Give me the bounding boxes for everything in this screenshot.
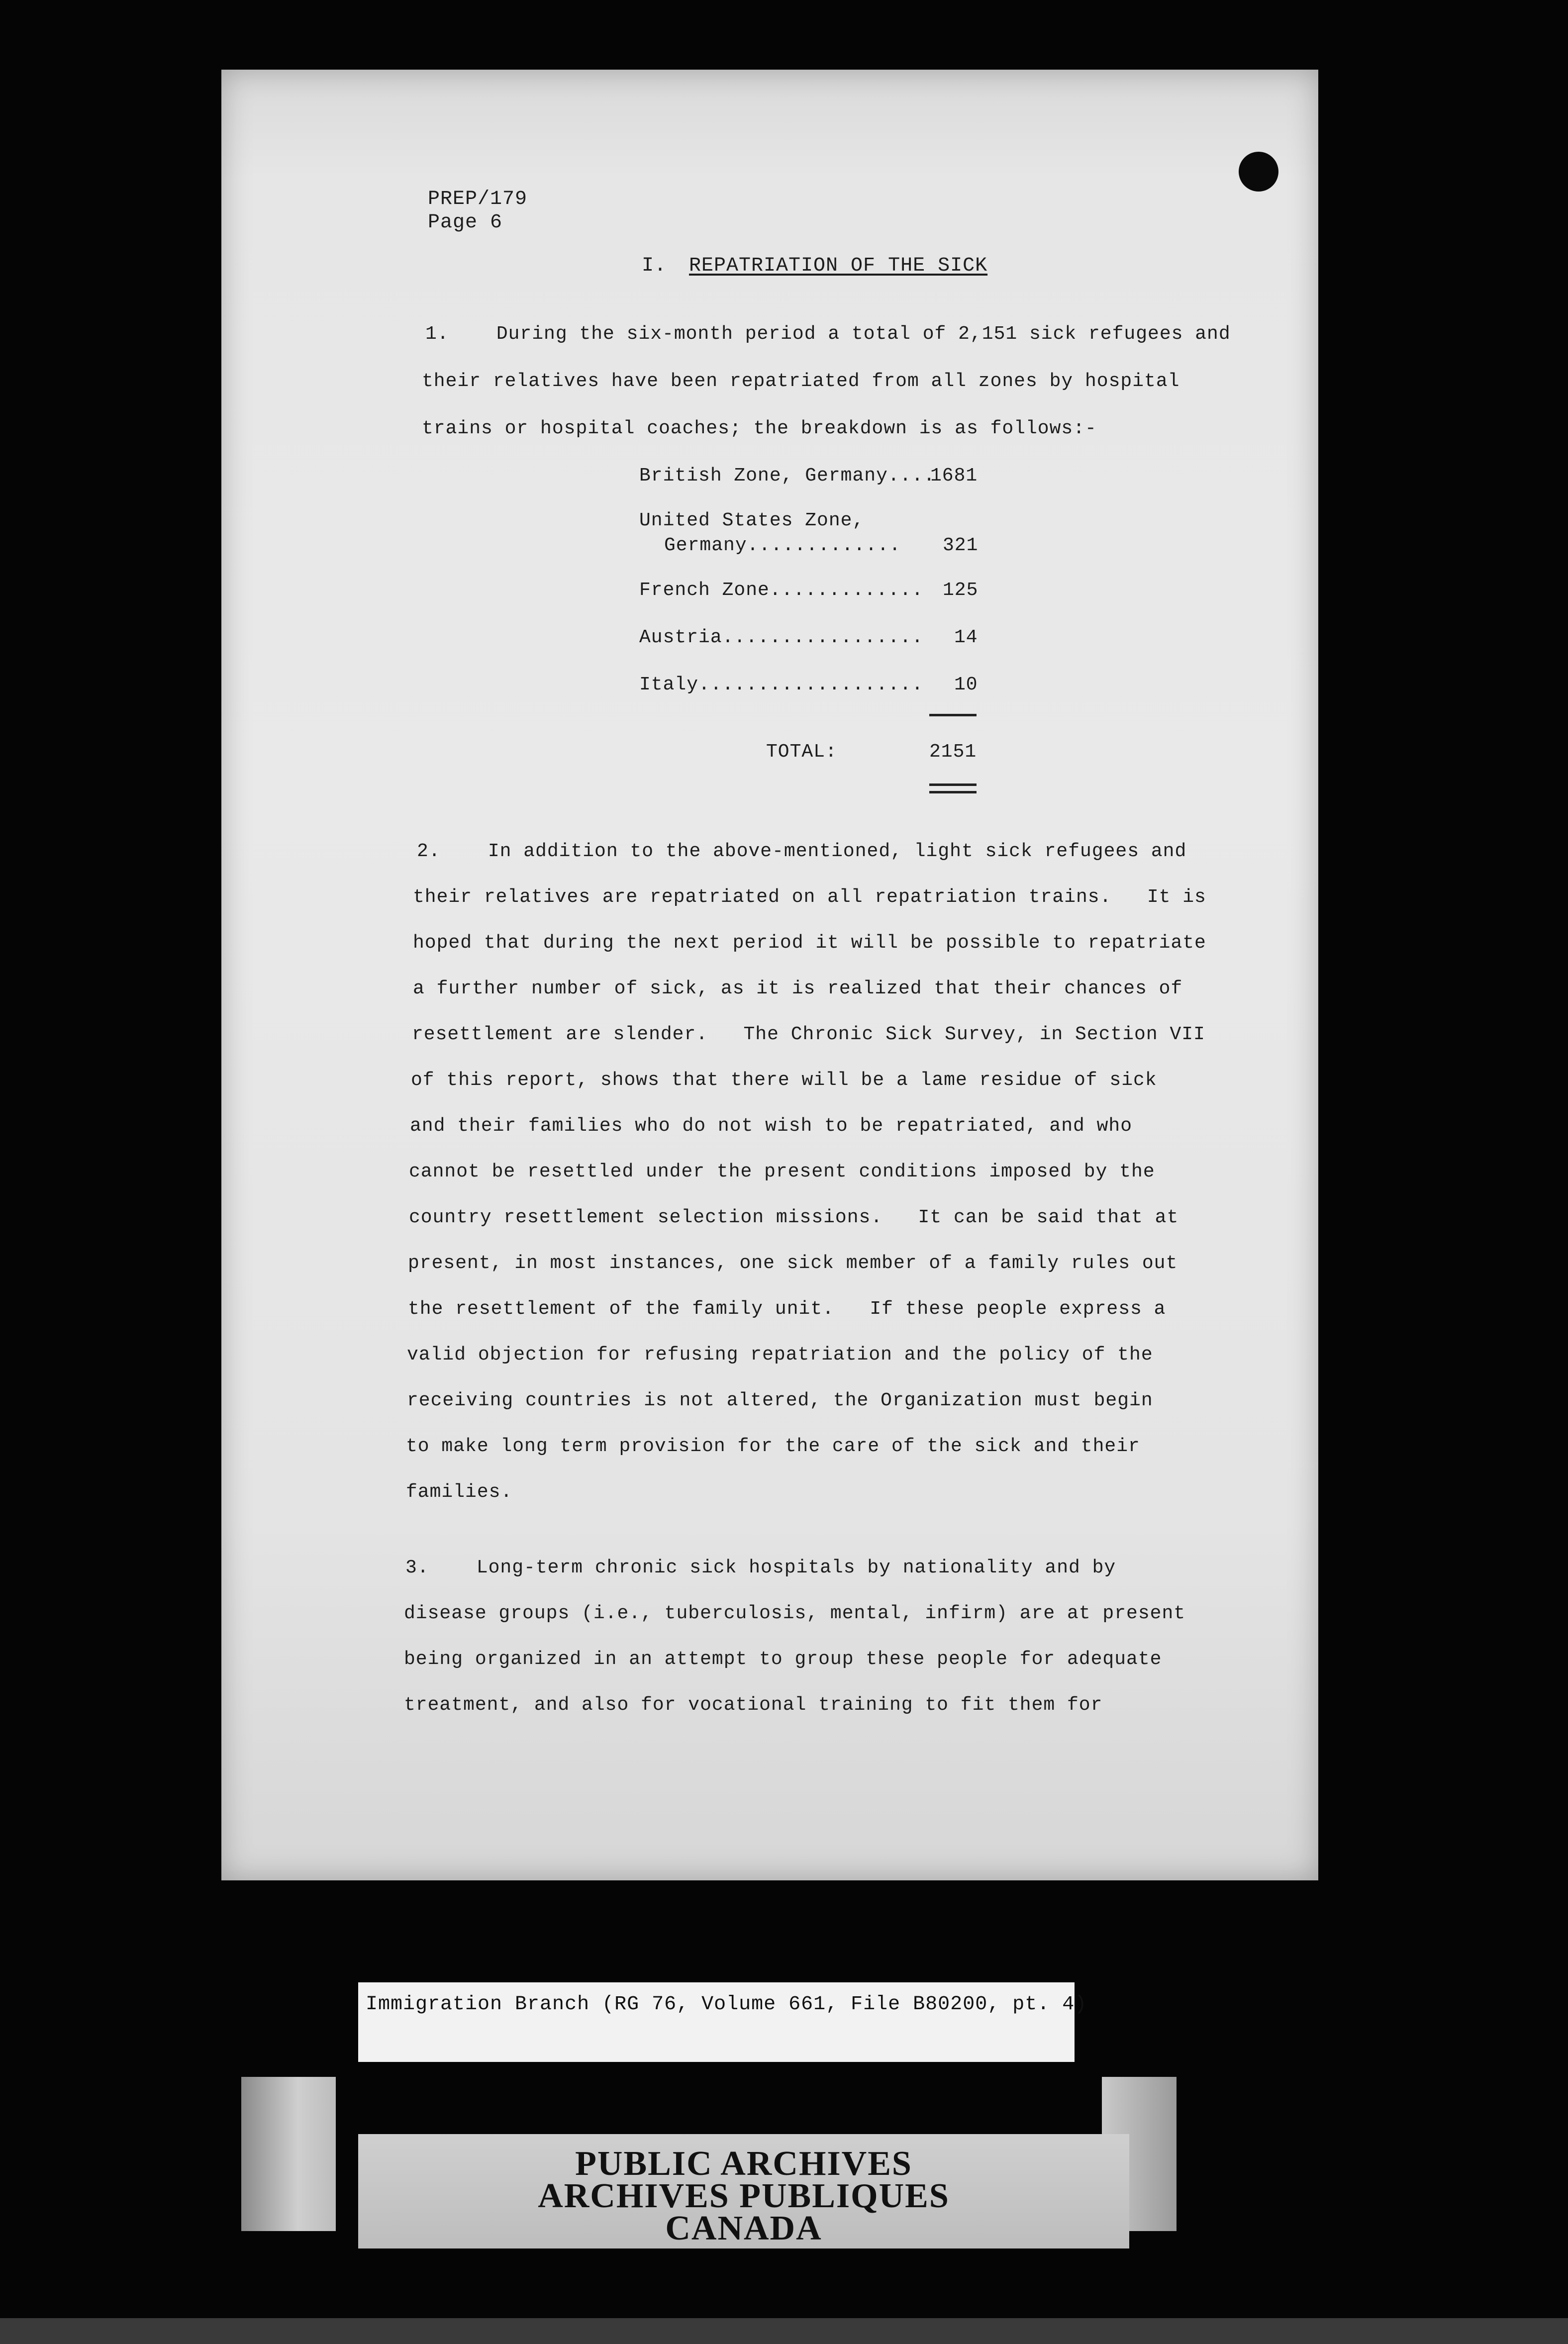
punch-hole	[1239, 152, 1278, 192]
para2-line: families.	[406, 1481, 513, 1503]
breakdown-label: French Zone.............	[639, 580, 924, 601]
breakdown-label: Austria.................	[639, 627, 924, 648]
para2-line: hoped that during the next period it will be possible to repatriate	[413, 932, 1206, 954]
para2-line: their relatives are repatriated on all repatriation trains. It is	[413, 886, 1206, 908]
total-double-rule	[929, 791, 977, 793]
film-edge	[0, 2318, 1568, 2344]
breakdown-label: Germany.............	[664, 535, 901, 556]
breakdown-label: British Zone, Germany....	[639, 465, 936, 487]
para1-line: their relatives have been repatriated from all zones by hospital	[422, 371, 1180, 392]
para2-line: country resettlement selection missions. It can be said that at	[409, 1207, 1179, 1228]
stamp-edge-left	[241, 2077, 336, 2231]
section-title: REPATRIATION OF THE SICK	[689, 255, 988, 277]
breakdown-value: 14	[954, 627, 978, 648]
para2-line: valid objection for refusing repatriation and the policy of the	[407, 1344, 1153, 1366]
para2-line: cannot be resettled under the present conditions imposed by the	[409, 1161, 1155, 1182]
stamp-line-1: PUBLIC ARCHIVES	[575, 2145, 912, 2183]
para3-line: 3. Long-term chronic sick hospitals by nationality and by	[405, 1557, 1116, 1578]
breakdown-value: 10	[954, 674, 978, 695]
sum-rule	[929, 714, 977, 716]
breakdown-label: Italy...................	[639, 674, 924, 695]
para3-line: being organized in an attempt to group these people for adequate	[404, 1649, 1162, 1670]
breakdown-value: 1681	[930, 465, 978, 487]
para2-line: present, in most instances, one sick member of a family rules out	[408, 1253, 1178, 1274]
stamp-line-3: CANADA	[665, 2209, 822, 2247]
para2-line: a further number of sick, as it is realized that their chances of	[413, 978, 1183, 999]
breakdown-value: 125	[943, 580, 979, 601]
total-double-rule	[929, 783, 977, 786]
para2-line: receiving countries is not altered, the Organization must begin	[407, 1390, 1153, 1411]
breakdown-value: 321	[943, 535, 979, 556]
para2-line: of this report, shows that there will be a lame residue of sick	[411, 1070, 1157, 1091]
total-value: 2151	[929, 741, 977, 763]
total-label: TOTAL:	[766, 741, 837, 763]
para2-line: and their families who do not wish to be repatriated, and who	[410, 1115, 1133, 1137]
para2-line: resettlement are slender. The Chronic Sick Survey, in Section VII	[412, 1024, 1205, 1045]
para1-line: trains or hospital coaches; the breakdown is as follows:-	[422, 418, 1097, 439]
para2-line: 2. In addition to the above-mentioned, light sick refugees and	[417, 841, 1187, 862]
para3-line: treatment, and also for vocational training to fit them for	[404, 1694, 1103, 1716]
para3-line: disease groups (i.e., tuberculosis, mental, infirm) are at present	[404, 1603, 1186, 1624]
doc-reference: PREP/179	[428, 188, 528, 210]
archives-stamp	[358, 2134, 1129, 2248]
para1-line: 1. During the six-month period a total of 2,151 sick refugees and	[425, 323, 1231, 345]
page-number: Page 6	[428, 211, 503, 234]
para2-line: the resettlement of the family unit. If these people express a	[408, 1298, 1166, 1320]
breakdown-label: United States Zone,	[639, 510, 865, 531]
archive-label-card	[358, 1982, 1087, 2062]
archive-label-text: Immigration Branch (RG 76, Volume 661, File B80200, pt. 4)	[366, 1993, 1087, 2016]
stamp-line-2: ARCHIVES PUBLIQUES	[538, 2177, 950, 2215]
para2-line: to make long term provision for the care of the sick and their	[406, 1436, 1140, 1457]
section-number: I.	[642, 255, 667, 277]
